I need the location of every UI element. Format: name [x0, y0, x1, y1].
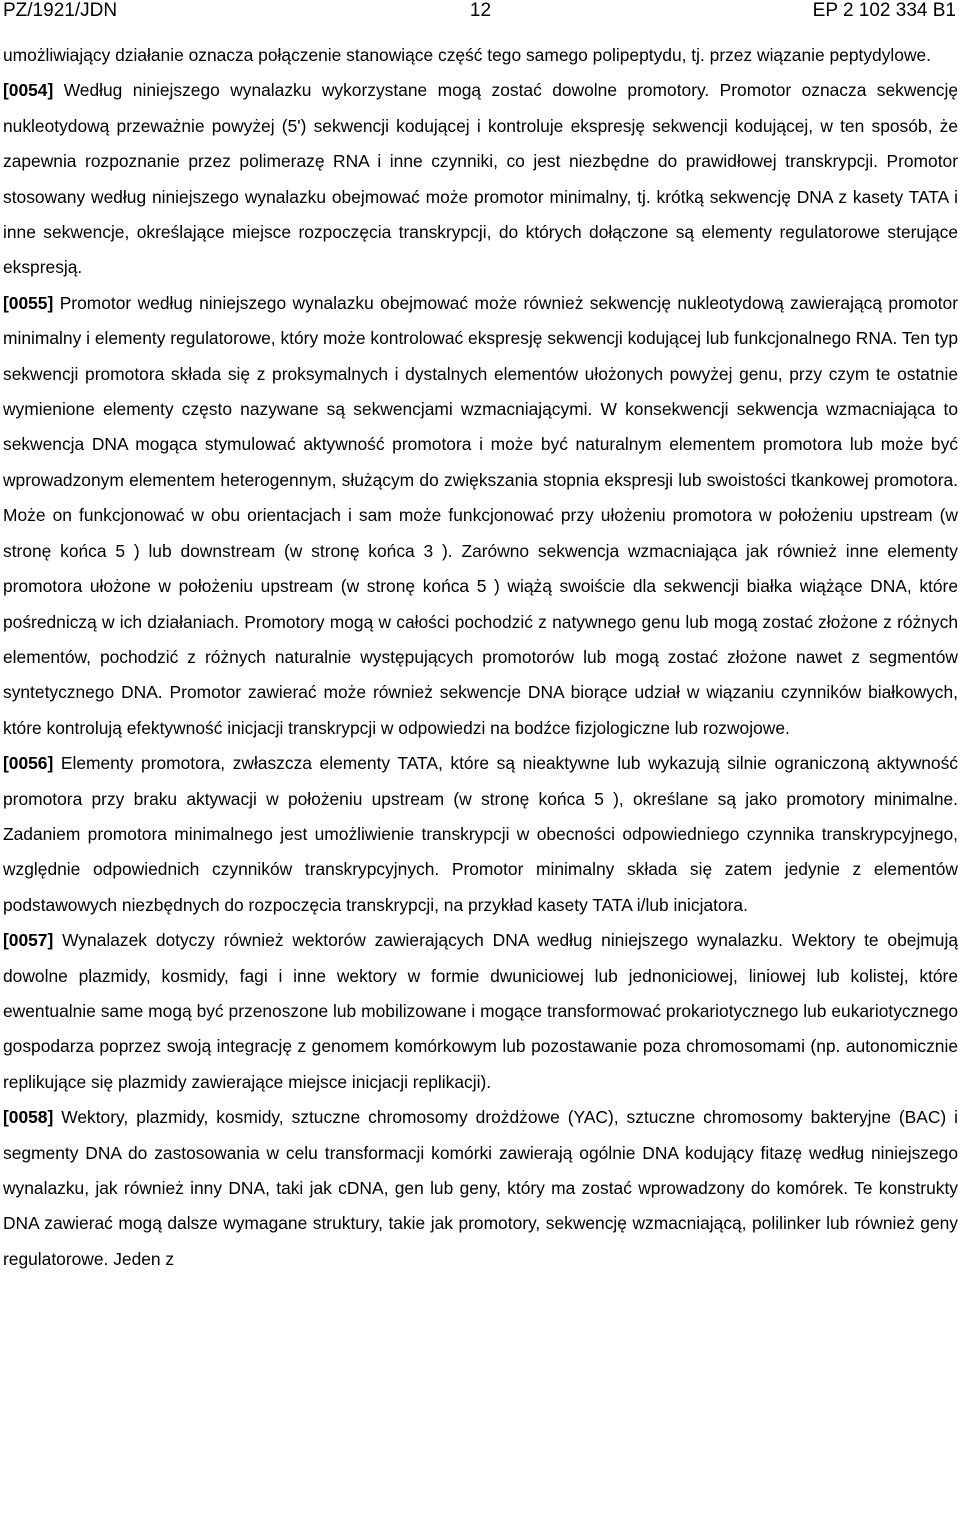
paragraph-0057 — [3, 923, 958, 1100]
paragraph-0055 — [3, 286, 958, 746]
paragraph-text: umożliwiający działanie oznacza połączenie stanowiące część tego samego polipeptydu, tj. przez wiązanie peptydylowe. — [3, 45, 932, 65]
paragraph-text: Elementy promotora, zwłaszcza elementy TATA, które są nieaktywne lub wykazują silnie ograniczoną aktywność promotora przy braku aktywacji w położeniu upstream (w stronę końca 5 ), określane są jako promotory minimalne. Zadaniem promotora minimalnego jest umożliwienie transkrypcji w obecności odpowiedniego czynnika transkrypcyjnego, względnie odpowiednich czynników transkrypcyjnych. Promotor minimalny składa się zatem jedynie z elementów podstawowych niezbędnych do rozpoczęcia transkrypcji, na przykład kasety TATA i/lub inicjatora. — [3, 753, 958, 915]
paragraph-0056 — [3, 746, 958, 923]
patent-number: EP 2 102 334 B1 — [812, 0, 956, 21]
page-header — [3, 0, 958, 28]
paragraph-text: Według niniejszego wynalazku wykorzystane mogą zostać dowolne promotory. Promotor oznacza sekwencję nukleotydową przeważnie powyżej (5') sekwencji kodującej i kontroluje ekspresję sekwencji kodującej, w ten sposób, że zapewnia rozpoznanie przez polimerazę RNA i inne czynniki, co jest niezbędne do prawidłowej transkrypcji. Promotor stosowany według niniejszego wynalazku obejmować może promotor minimalny, tj. krótką sekwencję DNA z kasety TATA i inne sekwencje, określające miejsce rozpoczęcia transkrypcji, do których dołączone są elementy regulatorowe sterujące ekspresją. — [3, 80, 958, 278]
document-code: PZ/1921/JDN — [3, 0, 118, 21]
paragraph-continuation — [3, 38, 958, 73]
paragraph-text: Wektory, plazmidy, kosmidy, sztuczne chromosomy drożdżowe (YAC), sztuczne chromosomy bakteryjne (BAC) i segmenty DNA do zastosowania w celu transformacji komórki zawierają ogólnie DNA kodujący fitazę według niniejszego wynalazku, jak również inny DNA, taki jak cDNA, gen lub geny, który ma zostać wprowadzony do komórek. Te konstrukty DNA zawierać mogą dalsze wymagane struktury, takie jak promotory, sekwencję wzmacniającą, polilinker lub również geny regulatorowe. Jeden z — [3, 1107, 958, 1269]
paragraph-0054 — [3, 73, 958, 285]
paragraph-number: [0054] — [3, 80, 54, 101]
paragraph-number: [0055] — [3, 292, 54, 313]
paragraph-text: Promotor według niniejszego wynalazku obejmować może również sekwencję nukleotydową zawierającą promotor minimalny i elementy regulatorowe, który może kontrolować ekspresję sekwencji kodującej lub funkcjonalnego RNA. Ten typ sekwencji promotora składa się z proksymalnych i dystalnych elementów ułożonych powyżej genu, przy czym te ostatnie wymienione elementy często nazywane są sekwencjami wzmacniającymi. W konsekwencji sekwencja wzmacniająca to sekwencja DNA mogąca stymulować aktywność promotora i może być naturalnym elementem promotora lub może być wprowadzonym elementem heterogennym, służącym do zwiększania stopnia ekspresji lub swoistości tkankowej promotora. Może on funkcjonować w obu orientacjach i sam może funkcjonować przy ułożeniu promotora w położeniu upstream (w stronę końca 5 ) lub downstream (w stronę końca 3 ). Zarówno sekwencja wzmacniająca jak również inne elementy promotora ułożone w położeniu upstream (w stronę końca 5 ) wiążą swoiście dla sekwencji białka wiążące DNA, które pośredniczą w ich działaniach. Promotory mogą w całości pochodzić z natywnego genu lub mogą zostać złożone z różnych elementów, pochodzić z różnych naturalnie występujących promotorów lub mogą zostać złożone nawet z segmentów syntetycznego DNA. Promotor zawierać może również sekwencje DNA biorące udział w wiązaniu czynników białkowych, które kontrolują efektywność inicjacji transkrypcji w odpowiedzi na bodźce fizjologiczne lub rozwojowe. — [3, 292, 958, 738]
paragraph-number: [0057] — [3, 930, 54, 951]
page-number: 12 — [469, 0, 492, 21]
paragraph-0058 — [3, 1100, 958, 1277]
paragraph-number: [0056] — [3, 753, 54, 774]
paragraph-number: [0058] — [3, 1107, 54, 1128]
paragraph-text: Wynalazek dotyczy również wektorów zawierających DNA według niniejszego wynalazku. Wektory te obejmują dowolne plazmidy, kosmidy, fagi i inne wektory w formie dwuniciowej lub jednoniciowej, liniowej lub kolistej, które ewentualnie same mogą być przenoszone lub mobilizowane i mogące transformować prokariotycznego lub eukariotycznego gospodarza poprzez swoją integrację z genomem komórkowym lub pozostawanie poza chromosomami (np. autonomicznie replikujące się plazmidy zawierające miejsce inicjacji replikacji). — [3, 930, 958, 1092]
document-body — [3, 38, 958, 1277]
